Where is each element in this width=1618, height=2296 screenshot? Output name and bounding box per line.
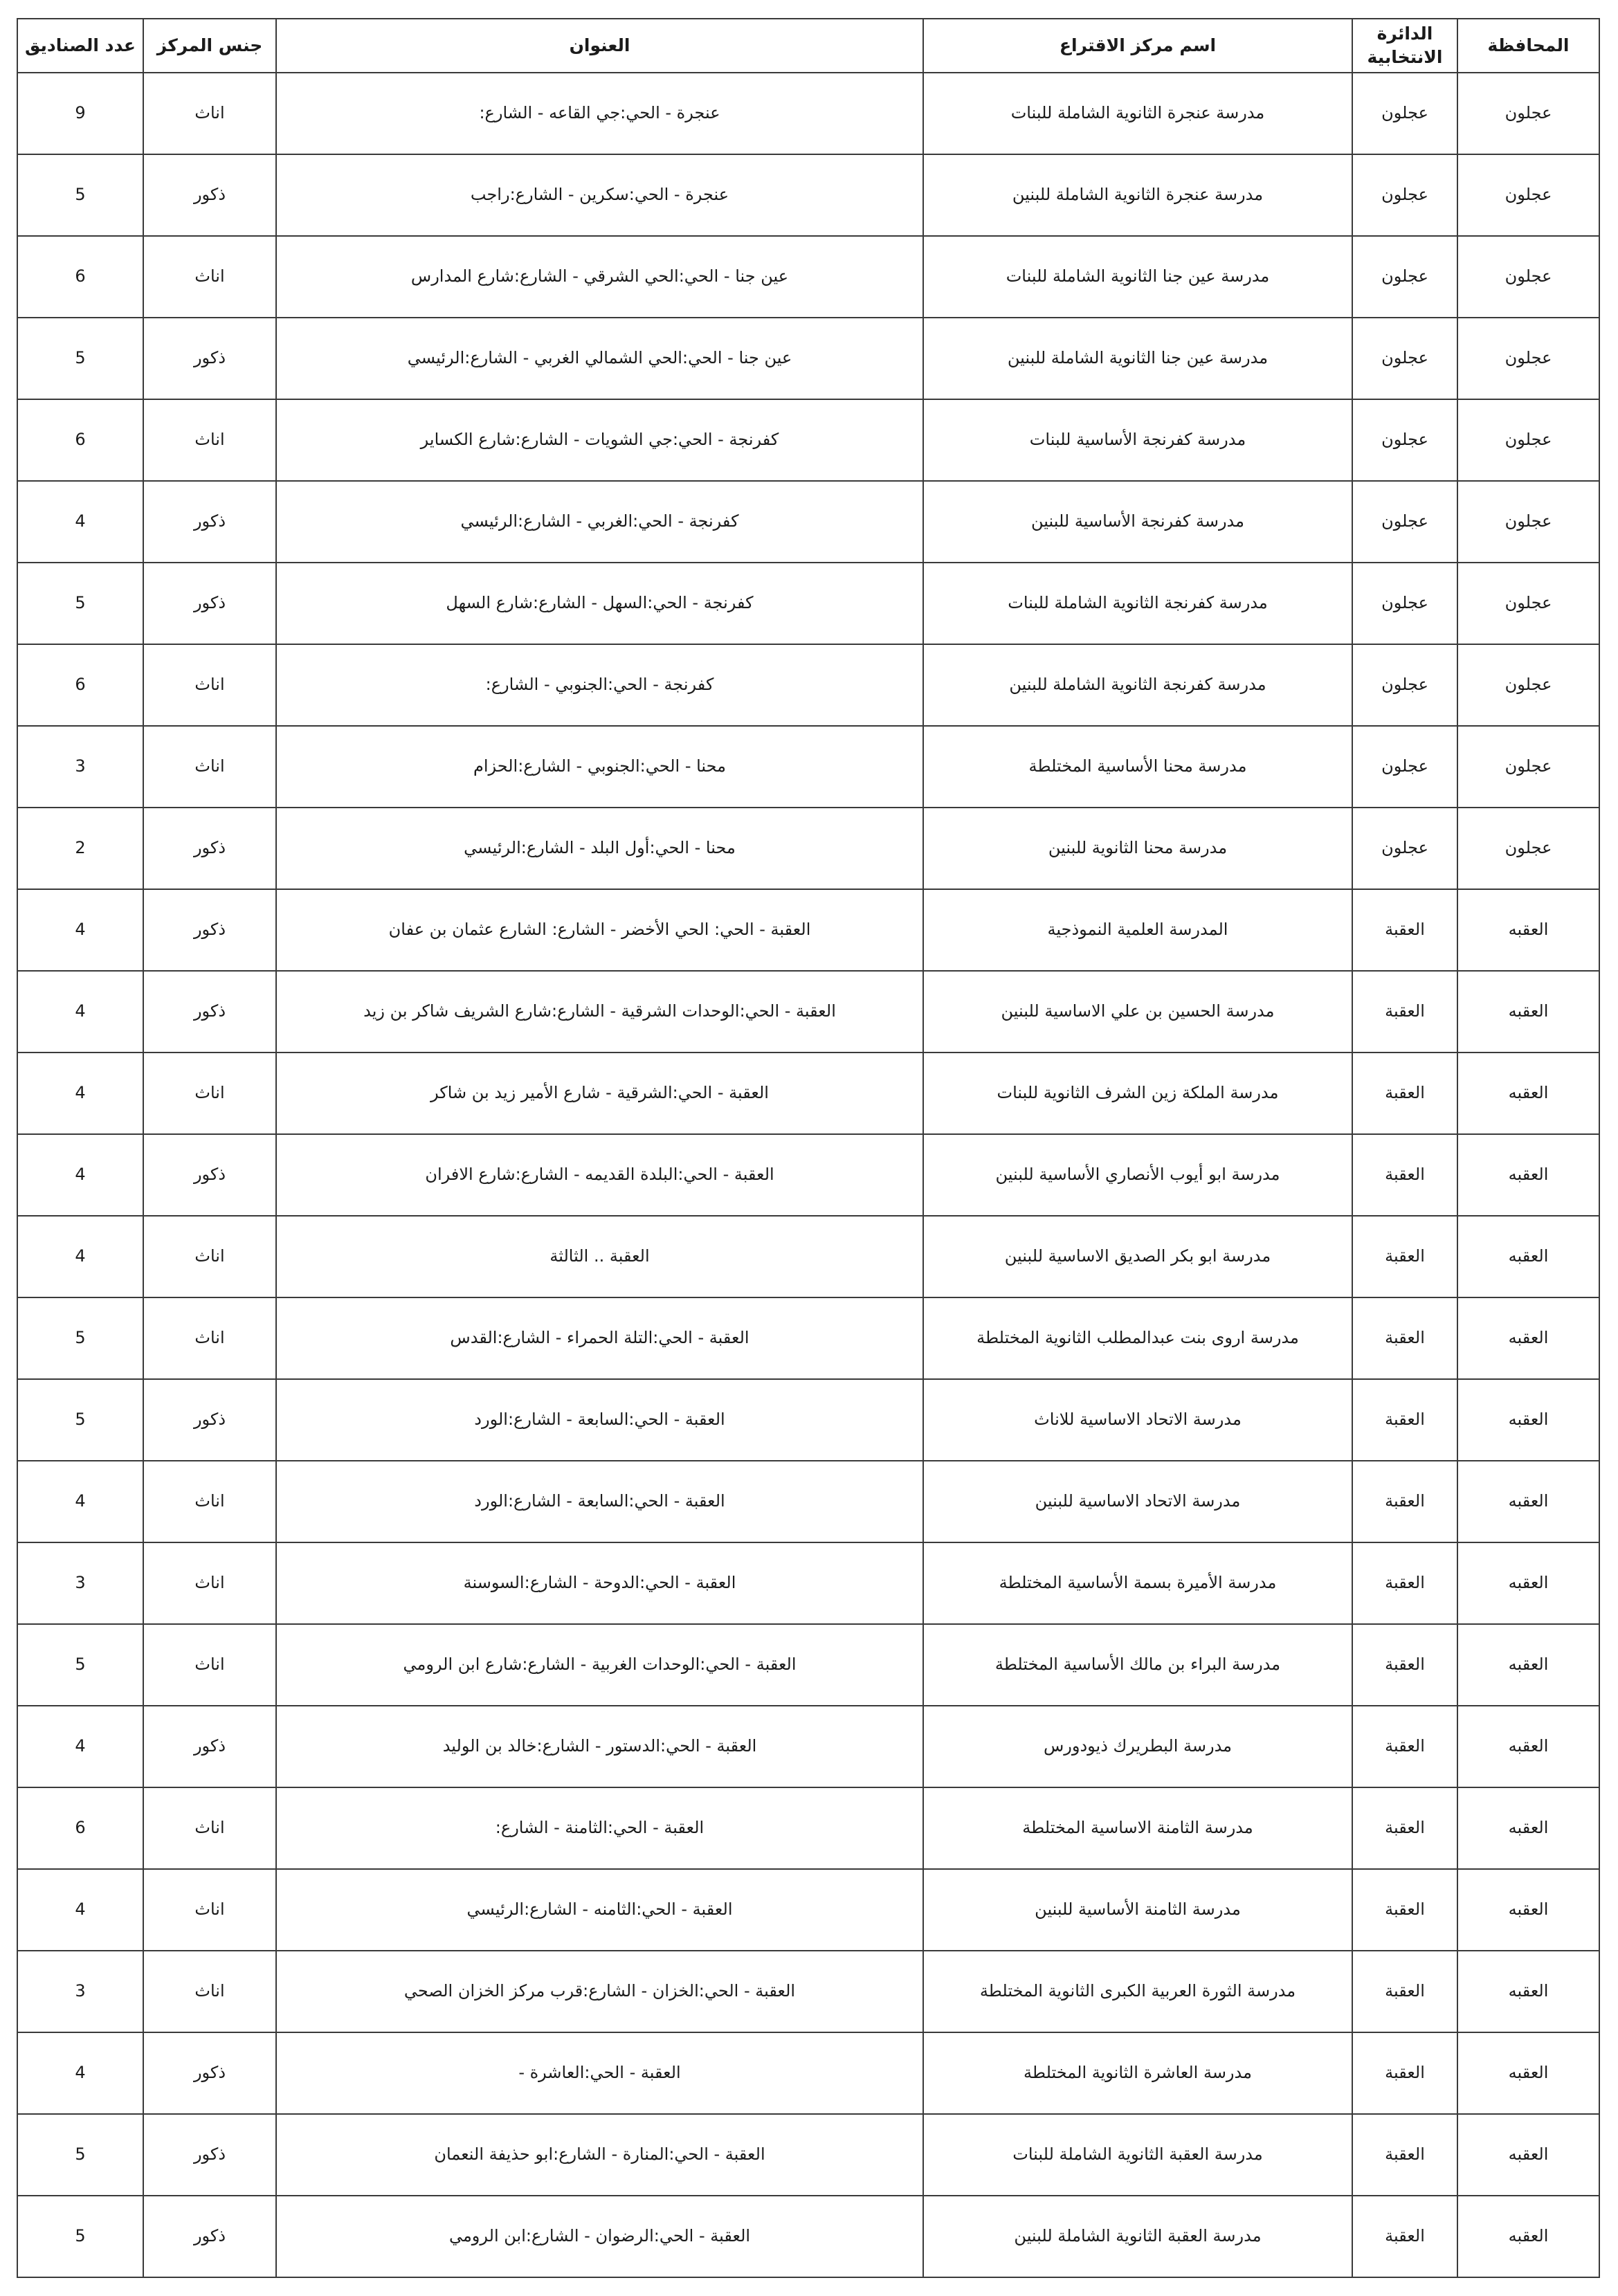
cell-governorate: عجلون: [1457, 481, 1599, 563]
cell-address: العقبة .. الثالثة: [276, 1216, 923, 1297]
cell-center-name: المدرسة العلمية النموذجية: [923, 889, 1352, 971]
table-body: [17, 73, 1599, 2277]
cell-center-name: مدرسة كفرنجة الأساسية للبنات: [923, 399, 1352, 481]
cell-box-count: 4: [17, 971, 143, 1053]
cell-district: عجلون: [1352, 808, 1457, 889]
header-cell-center-name: اسم مركز الاقتراع: [923, 19, 1352, 73]
cell-box-count: 5: [17, 318, 143, 399]
cell-district: العقبة: [1352, 2114, 1457, 2196]
cell-box-count: 5: [17, 1297, 143, 1379]
cell-address: عين جنا - الحي:الحي الشرقي - الشارع:شارع المدارس: [276, 236, 923, 318]
cell-address: العقبة - الحي:الرضوان - الشارع:ابن الرومي: [276, 2196, 923, 2277]
table-row: [17, 1624, 1599, 1706]
header-cell-district: الدائرة الانتخابية: [1352, 19, 1457, 73]
cell-gender: اناث: [143, 73, 276, 154]
cell-gender: اناث: [143, 1869, 276, 1951]
cell-district: العقبة: [1352, 1216, 1457, 1297]
table-row: [17, 1053, 1599, 1134]
cell-governorate: عجلون: [1457, 318, 1599, 399]
cell-gender: ذكور: [143, 318, 276, 399]
table-row: [17, 481, 1599, 563]
cell-center-name: مدرسة الأميرة بسمة الأساسية المختلطة: [923, 1542, 1352, 1624]
table-row: [17, 154, 1599, 236]
cell-governorate: عجلون: [1457, 726, 1599, 808]
cell-center-name: مدرسة كفرنجة الثانوية الشاملة للبنين: [923, 644, 1352, 726]
cell-center-name: مدرسة الحسين بن علي الاساسية للبنين: [923, 971, 1352, 1053]
cell-district: العقبة: [1352, 1787, 1457, 1869]
cell-address: العقبة - الحي:الدوحة - الشارع:السوسنة: [276, 1542, 923, 1624]
cell-governorate: العقبه: [1457, 2114, 1599, 2196]
cell-gender: اناث: [143, 1216, 276, 1297]
cell-gender: ذكور: [143, 808, 276, 889]
cell-district: العقبة: [1352, 1134, 1457, 1216]
cell-address: محنا - الحي:الجنوبي - الشارع:الحزام: [276, 726, 923, 808]
cell-box-count: 3: [17, 1542, 143, 1624]
cell-box-count: 4: [17, 1461, 143, 1542]
table-row: [17, 808, 1599, 889]
table-row: [17, 1134, 1599, 1216]
cell-district: عجلون: [1352, 399, 1457, 481]
cell-gender: ذكور: [143, 1134, 276, 1216]
cell-address: العقبة - الحي:العاشرة -: [276, 2032, 923, 2114]
cell-governorate: العقبه: [1457, 1951, 1599, 2032]
cell-box-count: 5: [17, 1624, 143, 1706]
cell-address: العقبة - الحي: الحي الأخضر - الشارع: الشارع عثمان بن عفان: [276, 889, 923, 971]
cell-district: عجلون: [1352, 236, 1457, 318]
cell-box-count: 5: [17, 154, 143, 236]
table-row: [17, 1461, 1599, 1542]
cell-governorate: العقبه: [1457, 1216, 1599, 1297]
cell-governorate: العقبه: [1457, 1787, 1599, 1869]
table-row: [17, 1869, 1599, 1951]
cell-center-name: مدرسة العقبة الثانوية الشاملة للبنات: [923, 2114, 1352, 2196]
cell-box-count: 5: [17, 563, 143, 644]
cell-center-name: مدرسة العقبة الثانوية الشاملة للبنين: [923, 2196, 1352, 2277]
cell-district: العقبة: [1352, 889, 1457, 971]
table-row: [17, 563, 1599, 644]
cell-center-name: مدرسة عنجرة الثانوية الشاملة للبنات: [923, 73, 1352, 154]
table-row: [17, 236, 1599, 318]
table-row: [17, 1787, 1599, 1869]
table-row: [17, 1216, 1599, 1297]
cell-gender: ذكور: [143, 971, 276, 1053]
cell-governorate: العقبه: [1457, 1461, 1599, 1542]
cell-district: العقبة: [1352, 2032, 1457, 2114]
cell-gender: اناث: [143, 1624, 276, 1706]
cell-governorate: عجلون: [1457, 154, 1599, 236]
cell-center-name: مدرسة الثامنة الاساسية المختلطة: [923, 1787, 1352, 1869]
cell-address: كفرنجة - الحي:السهل - الشارع:شارع السهل: [276, 563, 923, 644]
cell-district: العقبة: [1352, 1297, 1457, 1379]
cell-box-count: 4: [17, 1134, 143, 1216]
cell-box-count: 5: [17, 1379, 143, 1461]
cell-district: عجلون: [1352, 644, 1457, 726]
cell-center-name: مدرسة كفرنجة الأساسية للبنين: [923, 481, 1352, 563]
cell-box-count: 5: [17, 2114, 143, 2196]
cell-district: العقبة: [1352, 971, 1457, 1053]
cell-center-name: مدرسة عين جنا الثانوية الشاملة للبنات: [923, 236, 1352, 318]
cell-address: العقبة - الحي:الدستور - الشارع:خالد بن الوليد: [276, 1706, 923, 1787]
cell-governorate: عجلون: [1457, 808, 1599, 889]
cell-district: عجلون: [1352, 726, 1457, 808]
cell-address: محنا - الحي:أول البلد - الشارع:الرئيسي: [276, 808, 923, 889]
cell-gender: اناث: [143, 236, 276, 318]
header-cell-gender: جنس المركز: [143, 19, 276, 73]
table-row: [17, 1379, 1599, 1461]
cell-district: العقبة: [1352, 1951, 1457, 2032]
cell-district: عجلون: [1352, 154, 1457, 236]
cell-gender: اناث: [143, 1461, 276, 1542]
cell-center-name: مدرسة الثامنة الأساسية للبنين: [923, 1869, 1352, 1951]
cell-governorate: عجلون: [1457, 236, 1599, 318]
cell-center-name: مدرسة اروى بنت عبدالمطلب الثانوية المختلطة: [923, 1297, 1352, 1379]
cell-governorate: عجلون: [1457, 563, 1599, 644]
cell-box-count: 4: [17, 2032, 143, 2114]
table-row: [17, 2032, 1599, 2114]
cell-center-name: مدرسة الملكة زين الشرف الثانوية للبنات: [923, 1053, 1352, 1134]
header-row: [17, 19, 1599, 73]
table-row: [17, 2114, 1599, 2196]
cell-gender: اناث: [143, 399, 276, 481]
cell-gender: ذكور: [143, 481, 276, 563]
table-row: [17, 644, 1599, 726]
cell-center-name: مدرسة ابو أيوب الأنصاري الأساسية للبنين: [923, 1134, 1352, 1216]
cell-box-count: 4: [17, 1053, 143, 1134]
cell-district: العقبة: [1352, 1379, 1457, 1461]
cell-center-name: مدرسة ابو بكر الصديق الاساسية للبنين: [923, 1216, 1352, 1297]
cell-gender: ذكور: [143, 1706, 276, 1787]
cell-address: العقبة - الحي:السابعة - الشارع:الورد: [276, 1461, 923, 1542]
header-cell-address: العنوان: [276, 19, 923, 73]
cell-governorate: العقبه: [1457, 1379, 1599, 1461]
cell-governorate: العقبه: [1457, 2196, 1599, 2277]
cell-address: العقبة - الحي:التلة الحمراء - الشارع:القدس: [276, 1297, 923, 1379]
cell-address: كفرنجة - الحي:الجنوبي - الشارع:: [276, 644, 923, 726]
cell-address: العقبة - الحي:البلدة القديمه - الشارع:شارع الافران: [276, 1134, 923, 1216]
cell-gender: ذكور: [143, 2114, 276, 2196]
cell-governorate: العقبه: [1457, 971, 1599, 1053]
cell-governorate: العقبه: [1457, 1706, 1599, 1787]
cell-address: عين جنا - الحي:الحي الشمالي الغربي - الشارع:الرئيسي: [276, 318, 923, 399]
cell-gender: اناث: [143, 644, 276, 726]
cell-gender: اناث: [143, 1542, 276, 1624]
cell-governorate: العقبه: [1457, 1053, 1599, 1134]
cell-gender: اناث: [143, 1951, 276, 2032]
cell-governorate: عجلون: [1457, 644, 1599, 726]
cell-box-count: 6: [17, 399, 143, 481]
cell-center-name: مدرسة العاشرة الثانوية المختلطة: [923, 2032, 1352, 2114]
cell-district: العقبة: [1352, 1053, 1457, 1134]
cell-address: العقبة - الحي:الخزان - الشارع:قرب مركز الخزان الصحي: [276, 1951, 923, 2032]
table-row: [17, 1951, 1599, 2032]
cell-gender: اناث: [143, 1787, 276, 1869]
cell-box-count: 9: [17, 73, 143, 154]
cell-box-count: 4: [17, 481, 143, 563]
cell-address: العقبة - الحي:الوحدات الغربية - الشارع:شارع ابن الرومي: [276, 1624, 923, 1706]
cell-district: عجلون: [1352, 481, 1457, 563]
cell-address: العقبة - الحي:الثامنة - الشارع:: [276, 1787, 923, 1869]
cell-gender: ذكور: [143, 1379, 276, 1461]
cell-box-count: 5: [17, 2196, 143, 2277]
cell-center-name: مدرسة محنا الأساسية المختلطة: [923, 726, 1352, 808]
cell-address: عنجرة - الحي:جي القاعه - الشارع:: [276, 73, 923, 154]
cell-district: العقبة: [1352, 1624, 1457, 1706]
cell-gender: ذكور: [143, 889, 276, 971]
cell-gender: ذكور: [143, 563, 276, 644]
cell-district: العقبة: [1352, 1461, 1457, 1542]
table-row: [17, 399, 1599, 481]
cell-governorate: العقبه: [1457, 1134, 1599, 1216]
cell-box-count: 4: [17, 1869, 143, 1951]
cell-center-name: مدرسة محنا الثانوية للبنين: [923, 808, 1352, 889]
cell-box-count: 3: [17, 1951, 143, 2032]
polling-centers-table: [17, 18, 1600, 2278]
cell-district: العقبة: [1352, 2196, 1457, 2277]
table-row: [17, 1542, 1599, 1624]
table-row: [17, 726, 1599, 808]
table-row: [17, 889, 1599, 971]
cell-governorate: عجلون: [1457, 399, 1599, 481]
table-row: [17, 971, 1599, 1053]
cell-address: العقبة - الحي:الشرقية - شارع الأمير زيد بن شاكر: [276, 1053, 923, 1134]
cell-gender: اناث: [143, 1053, 276, 1134]
cell-box-count: 6: [17, 236, 143, 318]
cell-center-name: مدرسة الاتحاد الاساسية للاناث: [923, 1379, 1352, 1461]
cell-governorate: العقبه: [1457, 889, 1599, 971]
cell-district: العقبة: [1352, 1869, 1457, 1951]
cell-district: عجلون: [1352, 563, 1457, 644]
cell-box-count: 6: [17, 1787, 143, 1869]
cell-box-count: 4: [17, 889, 143, 971]
cell-gender: اناث: [143, 1297, 276, 1379]
cell-box-count: 2: [17, 808, 143, 889]
cell-gender: ذكور: [143, 2032, 276, 2114]
cell-center-name: مدرسة عين جنا الثانوية الشاملة للبنين: [923, 318, 1352, 399]
cell-address: العقبة - الحي:السابعة - الشارع:الورد: [276, 1379, 923, 1461]
cell-governorate: العقبه: [1457, 1624, 1599, 1706]
header-cell-governorate: المحافظة: [1457, 19, 1599, 73]
cell-address: العقبة - الحي:الوحدات الشرقية - الشارع:شارع الشريف شاكر بن زيد: [276, 971, 923, 1053]
cell-box-count: 6: [17, 644, 143, 726]
cell-center-name: مدرسة البطريرك ذيودورس: [923, 1706, 1352, 1787]
cell-center-name: مدرسة الاتحاد الاساسية للبنين: [923, 1461, 1352, 1542]
cell-address: كفرنجة - الحي:جي الشويات - الشارع:شارع الكساير: [276, 399, 923, 481]
cell-district: عجلون: [1352, 318, 1457, 399]
table-row: [17, 2196, 1599, 2277]
table-row: [17, 73, 1599, 154]
cell-gender: ذكور: [143, 154, 276, 236]
cell-governorate: العقبه: [1457, 1297, 1599, 1379]
cell-box-count: 3: [17, 726, 143, 808]
cell-gender: ذكور: [143, 2196, 276, 2277]
cell-center-name: مدرسة كفرنجة الثانوية الشاملة للبنات: [923, 563, 1352, 644]
table-header: [17, 19, 1599, 73]
cell-governorate: العقبه: [1457, 1869, 1599, 1951]
table-row: [17, 1297, 1599, 1379]
cell-address: العقبة - الحي:الثامنه - الشارع:الرئيسي: [276, 1869, 923, 1951]
cell-box-count: 4: [17, 1706, 143, 1787]
cell-governorate: عجلون: [1457, 73, 1599, 154]
cell-address: العقبة - الحي:المنارة - الشارع:ابو حذيفة النعمان: [276, 2114, 923, 2196]
header-cell-box-count: عدد الصناديق: [17, 19, 143, 73]
cell-center-name: مدرسة عنجرة الثانوية الشاملة للبنين: [923, 154, 1352, 236]
cell-governorate: العقبه: [1457, 1542, 1599, 1624]
cell-district: العقبة: [1352, 1706, 1457, 1787]
cell-governorate: العقبه: [1457, 2032, 1599, 2114]
cell-district: العقبة: [1352, 1542, 1457, 1624]
cell-address: كفرنجة - الحي:الغربي - الشارع:الرئيسي: [276, 481, 923, 563]
table-row: [17, 1706, 1599, 1787]
cell-address: عنجرة - الحي:سكرين - الشارع:راجب: [276, 154, 923, 236]
cell-center-name: مدرسة البراء بن مالك الأساسية المختلطة: [923, 1624, 1352, 1706]
cell-box-count: 4: [17, 1216, 143, 1297]
cell-gender: اناث: [143, 726, 276, 808]
cell-center-name: مدرسة الثورة العربية الكبرى الثانوية المختلطة: [923, 1951, 1352, 2032]
cell-district: عجلون: [1352, 73, 1457, 154]
table-row: [17, 318, 1599, 399]
